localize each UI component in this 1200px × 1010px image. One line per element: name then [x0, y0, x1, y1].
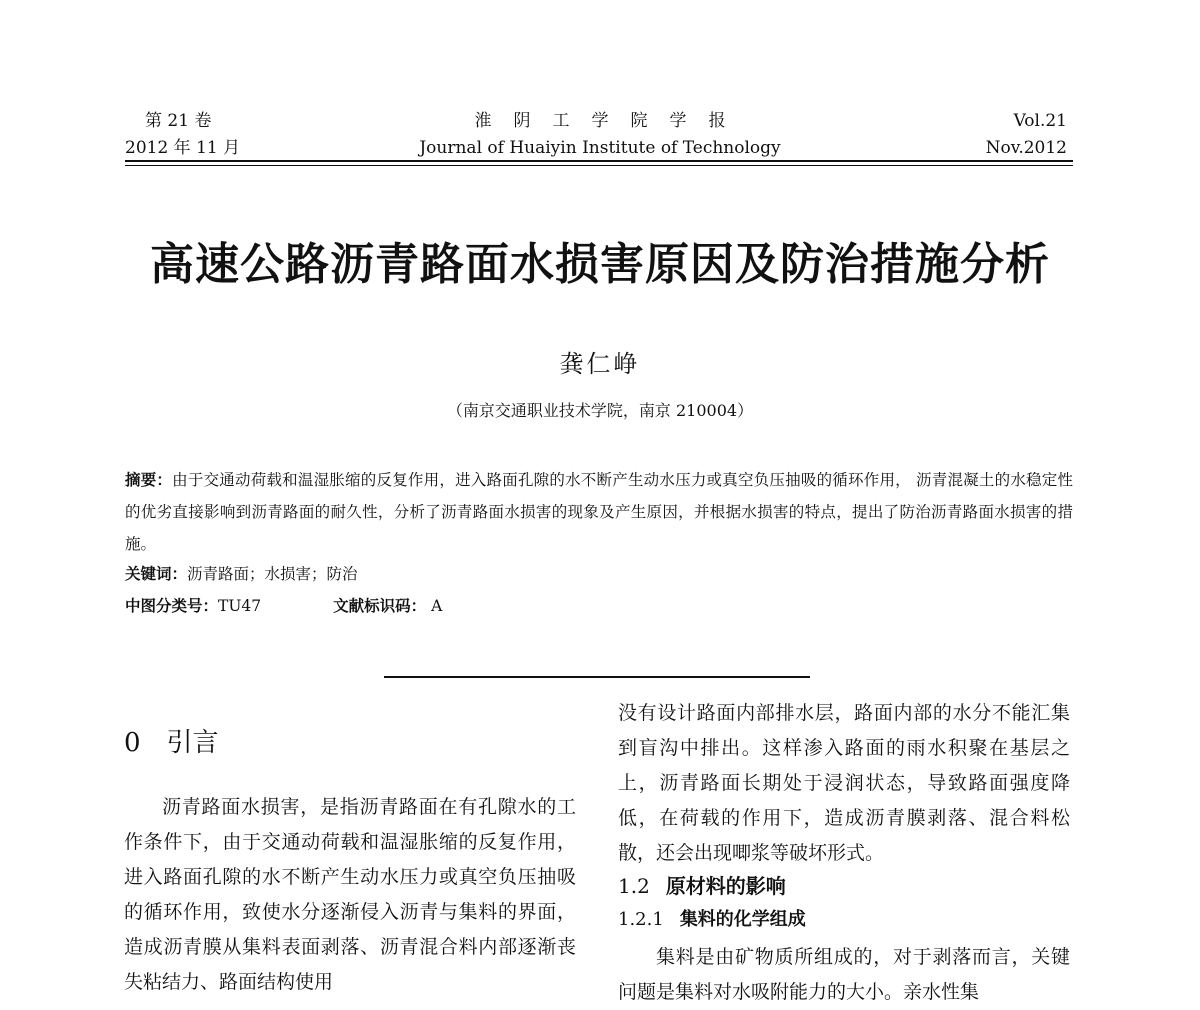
- right-paragraph-1: 没有设计路面内部排水层，路面内部的水分不能汇集到盲沟中排出。这样渗入路面的雨水积聚在基层之上，沥青路面长期处于浸润状态，导致路面强度降低，在荷载的作用下，造成沥青膜剥落、混合料松散，还会出现唧浆等破坏形式。: [618, 702, 1070, 864]
- section-heading-intro: [124, 722, 219, 759]
- right-paragraph-2: 集料是由矿物质所组成的，对于剥落而言，关键问题是集料对水吸附能力的大小。亲水性集: [618, 946, 1070, 1003]
- section-heading-1-2-1: [618, 905, 806, 931]
- classification: [125, 592, 442, 620]
- section-number: 0: [124, 728, 141, 758]
- journal-name-cn: 淮阴工学院学报: [474, 111, 748, 131]
- header-rule-thick: [125, 160, 1073, 162]
- section-title: 集料的化学组成: [679, 909, 806, 930]
- section-number: 1.2.1: [618, 909, 664, 930]
- abstract-text: 由于交通动荷载和温湿胀缩的反复作用，进入路面孔隙的水不断产生动水压力或真空负压抽吸的循环作用， 沥青混凝土的水稳定性的优劣直接影响到沥青路面的耐久性，分析了沥青路面水损害的现象及产生原因，并根据水损害的特点，提出了防治沥青路面水损害的措施。: [125, 471, 1073, 553]
- date-cn: 2012 年 11 月: [125, 138, 241, 158]
- journal-name-en: Journal of Huaiyin Institute of Technology: [419, 138, 781, 158]
- intro-paragraph: 沥青路面水损害，是指沥青路面在有孔隙水的工作条件下，由于交通动荷载和温湿胀缩的反复作用，进入路面孔隙的水不断产生动水压力或真空负压抽吸的循环作用，致使水分逐渐侵入沥青与集料的界面，造成沥青膜从集料表面剥落、沥青混合料内部逐渐丧失粘结力、路面结构使用: [124, 796, 576, 993]
- author-affiliation: （南京交通职业技术学院，南京 210004）: [446, 401, 754, 420]
- doc-code-label: 文献标识码：: [333, 597, 427, 615]
- paper-title: 高速公路沥青路面水损害原因及防治措施分析: [150, 239, 1050, 290]
- section-number: 1.2: [618, 874, 650, 898]
- doc-code-value: A: [431, 597, 443, 615]
- volume-cn: 第 21 卷: [145, 111, 212, 131]
- author-name: 龚仁峥: [559, 350, 641, 378]
- keywords: [125, 560, 358, 588]
- clc-label: 中图分类号：: [125, 597, 219, 615]
- keywords-label: 关键词：: [125, 565, 188, 583]
- date-en: Nov.2012: [985, 138, 1067, 158]
- section-heading-1-2: [618, 870, 786, 899]
- header-rule-thin: [125, 165, 1073, 166]
- keywords-text: 沥青路面；水损害；防治: [187, 565, 358, 583]
- clc-value: TU47: [218, 597, 262, 615]
- section-title: 原材料的影响: [665, 874, 786, 898]
- abstract-separator: [384, 676, 810, 678]
- abstract: [125, 464, 1073, 560]
- header-right: [986, 108, 1067, 162]
- volume-en: Vol.21: [1013, 111, 1067, 131]
- section-title: 引言: [166, 728, 219, 758]
- abstract-label: 摘要：: [125, 471, 173, 489]
